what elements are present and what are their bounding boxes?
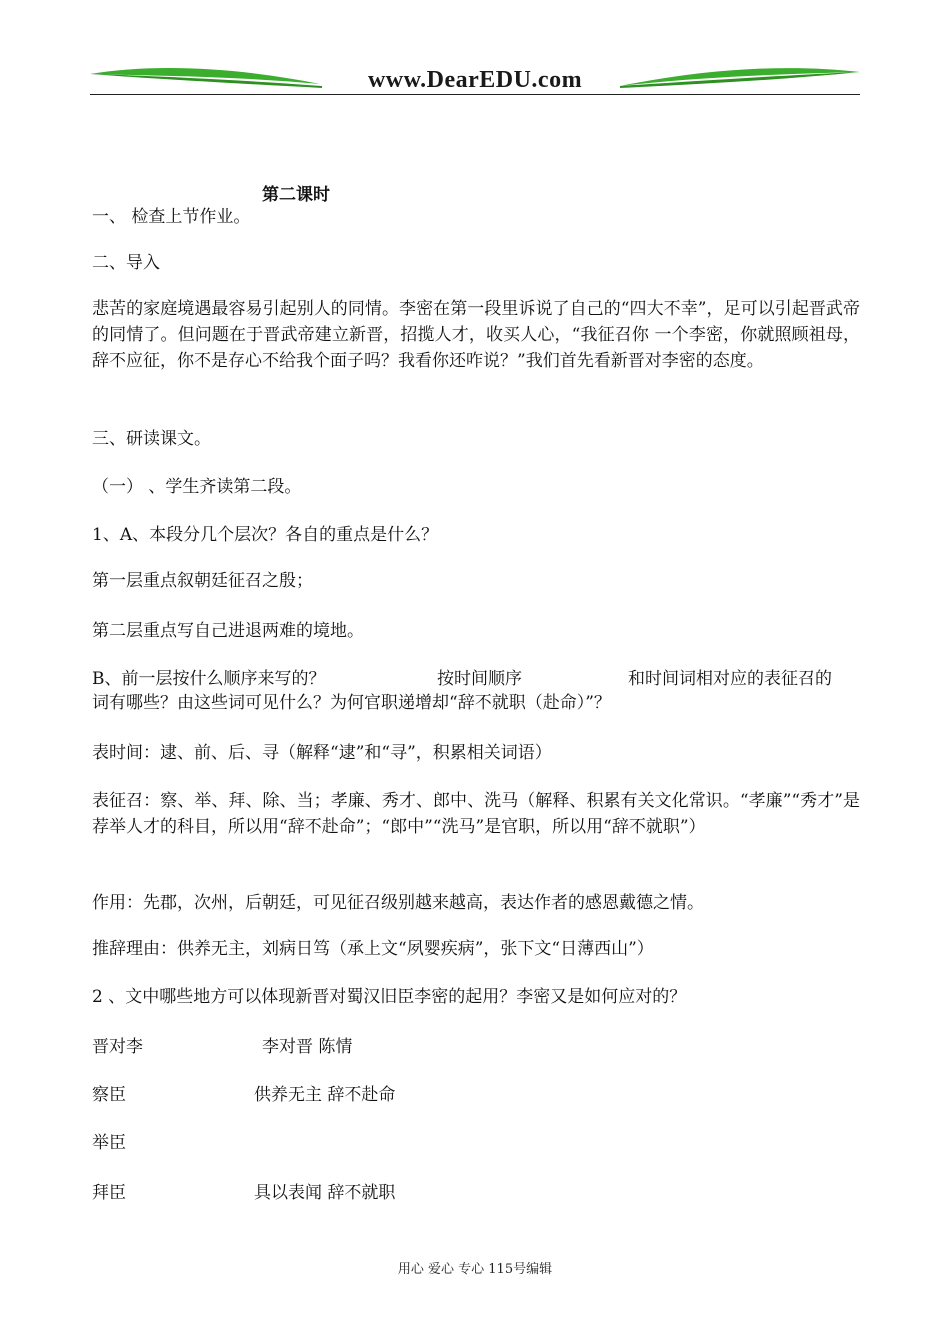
page-footer: 用心 爱心 专心 115号编辑 bbox=[397, 1262, 553, 1277]
logo-text: www.DearEDU.com bbox=[367, 67, 583, 93]
table-row-right: 具以表闻 辞不就职 bbox=[254, 1183, 396, 1203]
section-study-text: 三、研读课文。 bbox=[92, 429, 211, 449]
summon-words: 表征召：察、举、拜、除、当；孝廉、秀才、郎中、洗马（解释、积累有关文化常识。“孝廉”“秀才”是荐举人才的科目，所以用“辞不赴命”；“郎中”“洗马”是官职，所以用“辞不就职”） bbox=[92, 791, 860, 837]
table-row-left: 拜臣 bbox=[92, 1183, 126, 1203]
header-rule bbox=[90, 94, 860, 95]
section-check-homework: 一、 检查上节作业。 bbox=[92, 207, 251, 227]
table-row-right: 供养无主 辞不赴命 bbox=[254, 1085, 396, 1105]
answer-layer-1: 第一层重点叙朝廷征召之殷； bbox=[92, 571, 313, 591]
question-1b-rest: 词有哪些？由这些词可见什么？为何官职递增却“辞不就职（赴命）”？ bbox=[92, 693, 611, 713]
time-words: 表时间：逮、前、后、寻（解释“逮”和“寻”，积累相关词语） bbox=[92, 743, 552, 763]
answer-time-order: 按时间顺序 bbox=[437, 669, 522, 689]
question-1b-cont: 和时间词相对应的表征召的 bbox=[628, 669, 832, 689]
page-title: 第二课时 bbox=[262, 185, 330, 205]
question-1a: 1、A、本段分几个层次？各自的重点是什么？ bbox=[92, 525, 439, 545]
intro-paragraph: 悲苦的家庭境遇最容易引起别人的同情。李密在第一段里诉说了自己的“四大不幸”，足可以引起晋武帝的同情了。但问题在于晋武帝建立新晋，招揽人才，收买人心，“我征召你 一个李密，你就照顾祖母，辞不应征，你不是存心不给我个面子吗？我看你还咋说？”我们首先看新晋对李密的态度。 bbox=[92, 299, 860, 371]
function-note: 作用：先郡，次州，后朝廷，可见征召级别越来越高，表达作者的感恩戴德之情。 bbox=[92, 893, 704, 913]
subsection-read-aloud: （一） 、学生齐读第二段。 bbox=[92, 477, 302, 497]
header-logo bbox=[90, 64, 860, 98]
refusal-reason: 推辞理由：供养无主，刘病日笃（承上文“夙婴疾病”，张下文“日薄西山”） bbox=[92, 939, 654, 959]
question-2: 2 、文中哪些地方可以体现新晋对蜀汉旧臣李密的起用？李密又是如何应对的？ bbox=[92, 987, 687, 1007]
answer-layer-2: 第二层重点写自己进退两难的境地。 bbox=[92, 621, 364, 641]
table-header-right: 李对晋 陈情 bbox=[262, 1037, 353, 1057]
question-1b: B、前一层按什么顺序来写的？ bbox=[92, 669, 326, 689]
table-row-left: 察臣 bbox=[92, 1085, 126, 1105]
table-header-left: 晋对李 bbox=[92, 1037, 143, 1057]
table-row-left: 举臣 bbox=[92, 1133, 126, 1153]
section-introduction: 二、导入 bbox=[92, 253, 160, 273]
